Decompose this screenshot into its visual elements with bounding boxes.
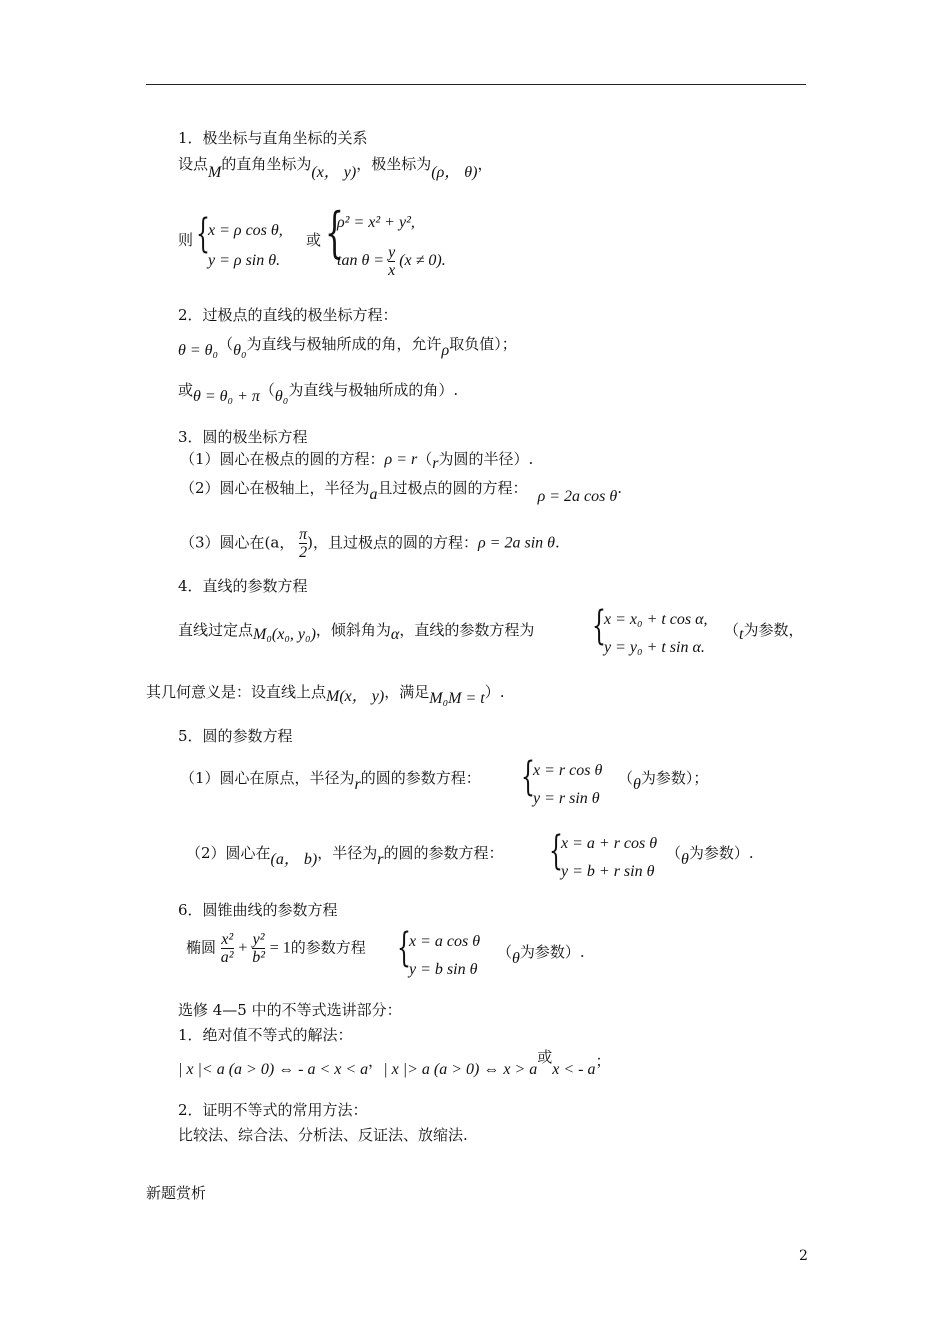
s1-huo: 或: [306, 231, 322, 249]
s4-line1: [178, 620, 534, 641]
s6-note: [497, 942, 585, 967]
s4-M0: M₀(x₀, y₀): [253, 626, 316, 643]
s3-frac-den: 2: [299, 544, 308, 561]
s1-text: 设点: [178, 155, 209, 173]
s7-ineq2: | x |> a (a > 0) ⇔ x > a: [383, 1061, 538, 1078]
s4-text: 其几何意义是：设直线上点: [146, 683, 327, 701]
s2-text: 为直线与极轴所成的角，允许: [246, 335, 442, 353]
s3-text: .: [555, 533, 560, 552]
s7-methods: 比较法、综合法、分析法、反证法、放缩法.: [178, 1126, 468, 1144]
section-3-title: 3．圆的极坐标方程: [178, 428, 308, 446]
s6-sys2: y = b sin θ: [409, 961, 478, 978]
s6-frac-x: [221, 931, 234, 966]
s1-condition: (x ≠ 0).: [399, 252, 446, 270]
s3-eq3: ρ = 2a sin θ: [478, 534, 556, 552]
s5-text: 的圆的参数方程：: [360, 769, 481, 787]
s2-eq1: θ = θ₀: [178, 342, 219, 359]
s4-text: 直线过定点: [178, 621, 254, 639]
s5-c1-note: [618, 768, 709, 793]
s1-rho-theta: (ρ， θ): [431, 164, 478, 181]
s4-text: ，满足: [384, 683, 430, 701]
s1-text: 的直角坐标为: [221, 155, 312, 173]
s5-c2-note: [666, 843, 754, 868]
s7-ineq3: x < - a: [552, 1061, 596, 1078]
s6-theta: θ: [512, 950, 520, 967]
s1-text: ，: [477, 155, 493, 173]
s5-c2-sys2: y = b + r sin θ: [561, 863, 655, 880]
s1-frac-num: y: [388, 244, 396, 261]
s2-line1: [178, 334, 517, 359]
s6-text: 椭圆: [186, 938, 217, 957]
s5-r: r: [354, 776, 361, 793]
s6-text: 的参数方程: [290, 938, 366, 957]
s1-text: ，极坐标为: [356, 155, 432, 173]
s1-ze: 则: [178, 231, 194, 249]
s5-text: （: [618, 769, 634, 787]
s4-text: ，直线的参数方程为: [399, 621, 535, 639]
s5-theta: θ: [681, 851, 689, 868]
s7-semi: ；: [595, 1052, 611, 1070]
s1-sys1-line1: x = ρ cos θ,: [208, 222, 283, 239]
s6-frac-num: x²: [221, 931, 234, 948]
s3-text: （2）圆心在极轴上，半径为: [180, 479, 370, 497]
s4-t: t: [739, 626, 744, 643]
s5-case1: [180, 768, 481, 793]
s4-sys-line1: x = x₀ + t cos α,: [604, 611, 708, 628]
left-brace-icon: {: [325, 201, 344, 264]
s2-eq2: θ = θ₀ + π: [193, 388, 260, 405]
s2-theta0: θ₀: [233, 342, 247, 359]
s6-frac-den: b²: [252, 949, 265, 966]
s4-M0M: M₀M = t: [429, 690, 485, 707]
s5-r: r: [377, 851, 384, 868]
section-5-title: 5．圆的参数方程: [178, 727, 293, 745]
s1-fraction: [388, 244, 395, 279]
s2-text: 为直线与极轴所成的角）.: [288, 381, 459, 399]
s5-text: 的圆的参数方程：: [383, 844, 504, 862]
s1-frac-den: x: [388, 262, 396, 279]
s6-frac-y: [252, 931, 265, 966]
s1-var-M: M: [208, 164, 222, 181]
s2-huo: 或: [178, 381, 194, 399]
s3-case2: [180, 478, 623, 505]
s6-eq: = 1: [269, 939, 291, 957]
s4-param-note: [724, 620, 803, 641]
s3-text: （3）圆心在(a，: [180, 533, 295, 552]
s6-ellipse: [186, 931, 366, 966]
s4-alpha: α: [390, 626, 400, 643]
s3-text: （: [417, 450, 433, 468]
s4-text: （: [724, 621, 740, 639]
s3-case3: [180, 526, 560, 561]
s1-sys1-line2: y = ρ sin θ.: [208, 252, 281, 269]
section-4-title: 4．直线的参数方程: [178, 577, 308, 595]
s5-c1-sys1: x = r cos θ: [533, 762, 603, 779]
s3-text: 为圆的半径）.: [438, 450, 534, 468]
s7-ineq1: | x |< a (a > 0) ⇔ - a < x < a: [178, 1061, 369, 1078]
header-rule: [146, 84, 806, 85]
s3-fraction: [299, 526, 307, 561]
s4-text: 为参数，: [743, 621, 804, 639]
left-brace-icon: {: [549, 828, 563, 874]
s4-line2: [146, 682, 505, 707]
s2-theta0: θ₀: [274, 388, 289, 405]
s7-comma: ，: [368, 1052, 384, 1070]
s6-plus: +: [238, 939, 248, 957]
s7-sub1: 1．绝对值不等式的解法：: [178, 1026, 353, 1044]
s5-text: （: [666, 844, 682, 862]
s5-theta: θ: [633, 776, 641, 793]
new-section-heading: 新题赏析: [146, 1184, 207, 1202]
left-brace-icon: {: [592, 603, 606, 649]
s5-text: 为参数）；: [640, 769, 709, 787]
s7-sub2: 2．证明不等式的常用方法：: [178, 1101, 368, 1119]
s1-sys2-line2: [337, 244, 446, 279]
s2-text: （: [218, 335, 234, 353]
section-7-title: 选修 4—5 中的不等式选讲部分：: [178, 1001, 402, 1019]
section-2-title: 2．过极点的直线的极坐标方程：: [178, 306, 398, 324]
s4-sys-line2: y = y₀ + t sin α.: [604, 639, 705, 656]
s3-text: .: [617, 479, 623, 497]
s6-text: （: [497, 943, 513, 961]
s5-text: （1）圆心在原点，半径为: [180, 769, 355, 787]
s5-case2: [186, 843, 504, 868]
s3-case1: [180, 449, 533, 470]
s5-text: ，半径为: [317, 844, 378, 862]
s6-frac-den: a²: [220, 949, 234, 966]
s2-line2: [178, 380, 459, 405]
page-number: 2: [799, 1248, 808, 1264]
s2-rho: ρ: [441, 342, 450, 359]
s3-text: 且过极点的圆的方程：: [377, 479, 528, 497]
s1-line1: [178, 154, 493, 181]
s5-c1-sys2: y = r sin θ: [533, 790, 600, 807]
s3-eq2: ρ = 2a cos θ: [537, 488, 618, 505]
s3-frac-num: π: [299, 526, 308, 543]
s5-ab: (a， b): [270, 851, 318, 868]
left-brace-icon: {: [397, 925, 411, 971]
s3-r: r: [432, 455, 439, 472]
s2-text: （: [259, 381, 275, 399]
s4-M: M(x， y): [326, 688, 385, 705]
s5-text: （2）圆心在: [186, 844, 271, 862]
s3-eq1: ρ = r: [384, 451, 418, 468]
s3-text: （1）圆心在极点的圆的方程：: [180, 450, 385, 468]
s5-text: 为参数）.: [688, 844, 754, 862]
s4-text: ）.: [484, 683, 505, 701]
s7-huo: 或: [537, 1048, 553, 1066]
s6-sys1: x = a cos θ: [409, 933, 481, 950]
section-6-title: 6．圆锥曲线的参数方程: [178, 901, 338, 919]
s3-a: a: [369, 486, 378, 503]
s1-xy: (x， y): [311, 164, 357, 181]
s1-tan: tan θ =: [337, 252, 385, 270]
s3-text: )，且过极点的圆的方程：: [307, 533, 478, 552]
s1-sys2-line1: ρ² = x² + y²,: [337, 214, 415, 231]
section-1-title: 1．极坐标与直角坐标的关系: [178, 129, 368, 147]
s6-frac-num: y²: [252, 931, 265, 948]
s4-text: ，倾斜角为: [315, 621, 391, 639]
s7-inequalities: [178, 1048, 611, 1078]
s5-c2-sys1: x = a + r cos θ: [561, 835, 658, 852]
s2-text: 取负值）；: [449, 335, 517, 353]
s6-text: 为参数）.: [519, 943, 585, 961]
left-brace-icon: {: [521, 754, 535, 800]
left-brace-icon: {: [196, 211, 210, 257]
